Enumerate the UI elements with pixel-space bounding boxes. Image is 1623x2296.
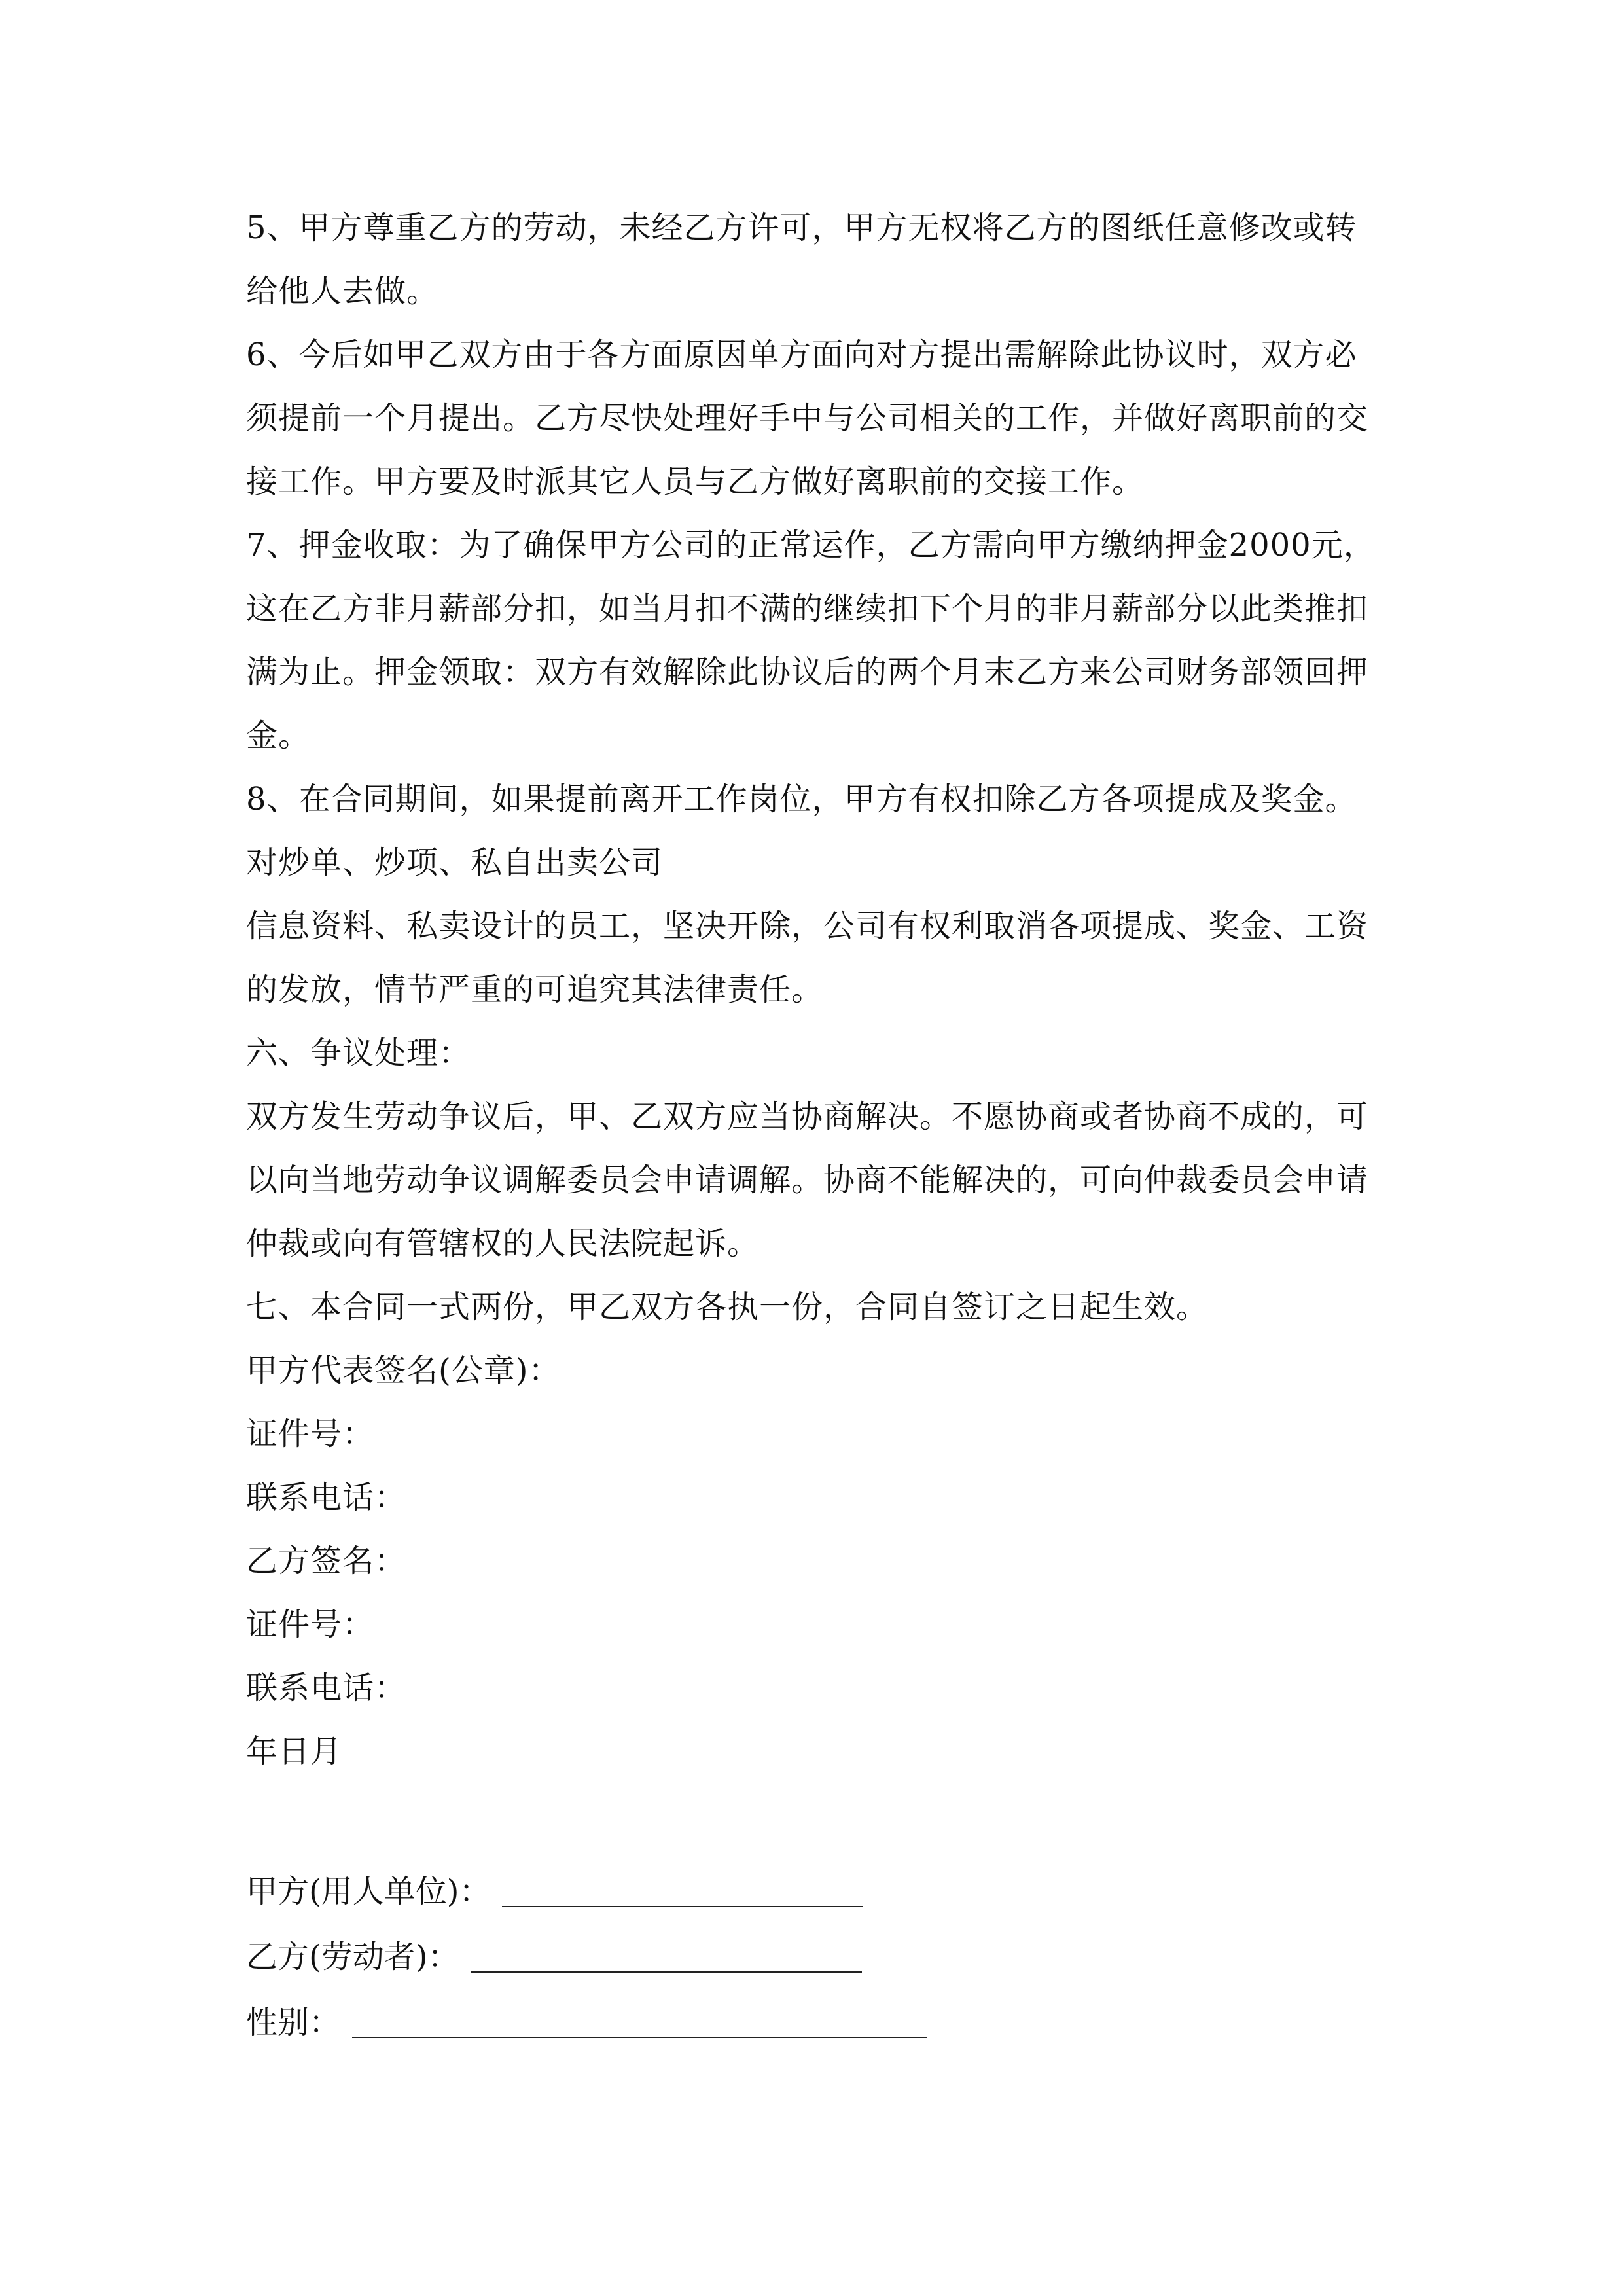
clause-6: 6、今后如甲乙双方由于各方面原因单方面向对方提出需解除此协议时，双方必须提前一个月提出。乙方尽快处理好手中与公司相关的工作，并做好离职前的交接工作。甲方要及时派其它人员与乙方做好离职前的交接工作。	[246, 336, 1369, 500]
party-b-signature: 乙方签名：	[246, 1543, 407, 1579]
section-dispute-heading: 六、争议处理：	[246, 1035, 471, 1071]
clause-8: 8、在合同期间，如果提前离开工作岗位，甲方有权扣除乙方各项提成及奖金。	[246, 781, 1357, 817]
party-a-rep-signature: 甲方代表签名(公章)：	[246, 1352, 561, 1389]
party-b-phone: 联系电话：	[246, 1670, 407, 1706]
party-b-blank-line[interactable]	[471, 1971, 862, 1973]
clause-5: 5、甲方尊重乙方的劳动，未经乙方许可，甲方无权将乙方的图纸任意修改或转给他人去做。	[246, 209, 1357, 310]
party-a-field-row	[246, 1859, 1378, 1924]
clause-8-continued-a: 对炒单、炒项、私自出卖公司	[246, 844, 664, 881]
contract-body	[246, 196, 1378, 1784]
section-effect: 七、本合同一式两份，甲乙双方各执一份，合同自签订之日起生效。	[246, 1289, 1209, 1325]
clause-7: 7、押金收取：为了确保甲方公司的正常运作，乙方需向甲方缴纳押金2000元，这在乙方非月薪部分扣，如当月扣不满的继续扣下个月的非月薪部分以此类推扣满为止。押金领取：双方有效解除此协议后的两个月末乙方来公司财务部领回押金。	[246, 527, 1376, 754]
party-a-phone: 联系电话：	[246, 1479, 407, 1516]
gender-field-label: 性别：	[246, 2004, 341, 2041]
party-b-field-row	[246, 1924, 1378, 1990]
party-a-id-number: 证件号：	[246, 1416, 375, 1452]
party-b-id-number: 证件号：	[246, 1606, 375, 1643]
section-dispute-text: 双方发生劳动争议后，甲、乙双方应当协商解决。不愿协商或者协商不成的，可以向当地劳动争议调解委员会申请调解。协商不能解决的，可向仲裁委员会申请仲裁或向有管辖权的人民法院起诉。	[246, 1098, 1369, 1262]
date-line: 年日月	[246, 1733, 343, 1770]
signature-fields	[246, 1859, 1378, 2055]
party-a-blank-line[interactable]	[502, 1906, 863, 1907]
party-a-field-label: 甲方(用人单位)：	[246, 1873, 491, 1910]
clause-8-continued-b: 信息资料、私卖设计的员工，坚决开除，公司有权利取消各项提成、奖金、工资的发放，情节严重的可追究其法律责任。	[246, 908, 1369, 1008]
gender-blank-line[interactable]	[352, 2037, 927, 2038]
gender-field-row	[246, 1990, 1378, 2055]
party-b-field-label: 乙方(劳动者)：	[246, 1939, 459, 1975]
